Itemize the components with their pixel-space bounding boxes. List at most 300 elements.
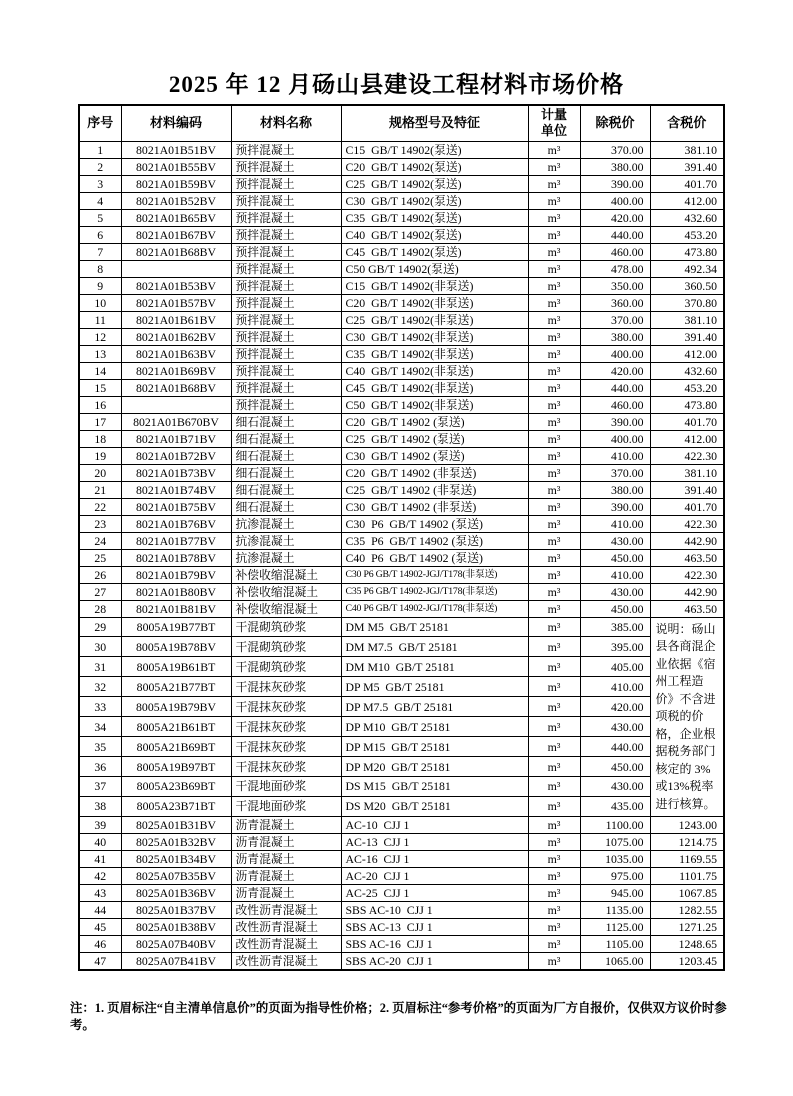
price-table [78, 104, 725, 971]
cell-price-excl-tax: 430.00 [580, 777, 650, 797]
cell-unit: m³ [528, 447, 580, 464]
cell-price-excl-tax: 390.00 [580, 175, 650, 192]
table-row [79, 158, 724, 175]
cell-index: 24 [79, 532, 121, 549]
cell-price-excl-tax: 1075.00 [580, 834, 650, 851]
cell-index: 2 [79, 158, 121, 175]
cell-price-incl-tax: 463.50 [650, 600, 724, 617]
cell-unit: m³ [528, 757, 580, 777]
cell-material-code: 8021A01B80BV [121, 583, 231, 600]
cell-index: 27 [79, 583, 121, 600]
cell-unit: m³ [528, 851, 580, 868]
cell-unit: m³ [528, 277, 580, 294]
cell-price-excl-tax: 1125.00 [580, 919, 650, 936]
cell-material-code: 8025A01B31BV [121, 817, 231, 834]
cell-unit: m³ [528, 796, 580, 816]
cell-index: 9 [79, 277, 121, 294]
table-row [79, 260, 724, 277]
cell-price-incl-tax: 463.50 [650, 549, 724, 566]
cell-material-code: 8021A01B670BV [121, 413, 231, 430]
cell-price-excl-tax: 435.00 [580, 796, 650, 816]
table-row [79, 936, 724, 953]
cell-spec: C30 GB/T 14902 (非泵送) [341, 498, 528, 515]
cell-index: 5 [79, 209, 121, 226]
cell-unit: m³ [528, 464, 580, 481]
cell-price-incl-tax: 1203.45 [650, 953, 724, 971]
cell-price-incl-tax: 412.00 [650, 345, 724, 362]
cell-price-excl-tax: 430.00 [580, 583, 650, 600]
cell-unit: m³ [528, 498, 580, 515]
cell-material-name: 预拌混凝土 [231, 192, 341, 209]
cell-price-excl-tax: 410.00 [580, 677, 650, 697]
cell-price-excl-tax: 460.00 [580, 243, 650, 260]
cell-price-excl-tax: 395.00 [580, 637, 650, 657]
cell-unit: m³ [528, 532, 580, 549]
cell-material-name: 预拌混凝土 [231, 328, 341, 345]
note-cell: 说明：砀山县各商混企业依据《宿州工程造价》不含进项税的价格，企业根据税务部门核定的 3%或13%税率进行核算。 [650, 617, 724, 817]
cell-spec: DP M10 GB/T 25181 [341, 717, 528, 737]
cell-material-name: 预拌混凝土 [231, 243, 341, 260]
cell-material-name: 细石混凝土 [231, 464, 341, 481]
table-row [79, 243, 724, 260]
cell-price-excl-tax: 370.00 [580, 311, 650, 328]
cell-index: 11 [79, 311, 121, 328]
cell-price-incl-tax: 1101.75 [650, 868, 724, 885]
cell-index: 31 [79, 657, 121, 677]
cell-price-incl-tax: 432.60 [650, 362, 724, 379]
cell-price-excl-tax: 450.00 [580, 600, 650, 617]
cell-unit: m³ [528, 885, 580, 902]
cell-material-name: 沥青混凝土 [231, 868, 341, 885]
cell-material-name: 改性沥青混凝土 [231, 936, 341, 953]
cell-price-incl-tax: 1248.65 [650, 936, 724, 953]
cell-material-code: 8025A07B40BV [121, 936, 231, 953]
cell-spec: C15 GB/T 14902(非泵送) [341, 277, 528, 294]
table-row [79, 834, 724, 851]
cell-unit: m³ [528, 549, 580, 566]
cell-spec: DS M15 GB/T 25181 [341, 777, 528, 797]
cell-price-excl-tax: 1135.00 [580, 902, 650, 919]
cell-price-excl-tax: 410.00 [580, 447, 650, 464]
cell-material-code: 8025A01B36BV [121, 885, 231, 902]
cell-index: 25 [79, 549, 121, 566]
cell-material-name: 细石混凝土 [231, 430, 341, 447]
cell-spec: DM M5 GB/T 25181 [341, 617, 528, 637]
cell-material-code: 8021A01B65BV [121, 209, 231, 226]
cell-material-code: 8005A23B69BT [121, 777, 231, 797]
cell-material-name: 干混砌筑砂浆 [231, 637, 341, 657]
cell-material-name: 预拌混凝土 [231, 158, 341, 175]
cell-unit: m³ [528, 379, 580, 396]
table-row [79, 498, 724, 515]
cell-spec: DP M7.5 GB/T 25181 [341, 697, 528, 717]
cell-spec: C35 GB/T 14902(非泵送) [341, 345, 528, 362]
cell-unit: m³ [528, 362, 580, 379]
cell-index: 19 [79, 447, 121, 464]
cell-spec: C30 GB/T 14902(泵送) [341, 192, 528, 209]
cell-price-incl-tax: 391.40 [650, 158, 724, 175]
cell-index: 42 [79, 868, 121, 885]
cell-material-code: 8005A21B77BT [121, 677, 231, 697]
cell-material-name: 细石混凝土 [231, 481, 341, 498]
table-row [79, 717, 724, 737]
cell-material-name: 预拌混凝土 [231, 311, 341, 328]
cell-material-code: 8025A01B37BV [121, 902, 231, 919]
cell-unit: m³ [528, 175, 580, 192]
cell-price-incl-tax: 442.90 [650, 532, 724, 549]
col-price-excl-tax: 除税价 [580, 105, 650, 141]
cell-material-name: 预拌混凝土 [231, 277, 341, 294]
cell-price-excl-tax: 1105.00 [580, 936, 650, 953]
cell-spec: C30 P6 GB/T 14902-JGJ/T178(非泵送) [341, 566, 528, 583]
col-material-name: 材料名称 [231, 105, 341, 141]
table-row [79, 413, 724, 430]
cell-index: 14 [79, 362, 121, 379]
table-row [79, 549, 724, 566]
cell-material-code: 8021A01B67BV [121, 226, 231, 243]
cell-price-incl-tax: 1169.55 [650, 851, 724, 868]
cell-material-code: 8021A01B73BV [121, 464, 231, 481]
table-row [79, 396, 724, 413]
cell-price-incl-tax: 422.30 [650, 566, 724, 583]
cell-spec: C25 GB/T 14902 (泵送) [341, 430, 528, 447]
cell-material-code: 8021A01B76BV [121, 515, 231, 532]
cell-index: 12 [79, 328, 121, 345]
cell-price-incl-tax: 1243.00 [650, 817, 724, 834]
cell-price-excl-tax: 400.00 [580, 192, 650, 209]
cell-price-incl-tax: 401.70 [650, 498, 724, 515]
cell-spec: C30 P6 GB/T 14902 (泵送) [341, 515, 528, 532]
cell-price-excl-tax: 380.00 [580, 328, 650, 345]
cell-spec: SBS AC-13 CJJ 1 [341, 919, 528, 936]
cell-material-name: 预拌混凝土 [231, 226, 341, 243]
cell-spec: C20 GB/T 14902 (非泵送) [341, 464, 528, 481]
table-row [79, 175, 724, 192]
cell-spec: C20 GB/T 14902(非泵送) [341, 294, 528, 311]
cell-spec: DP M5 GB/T 25181 [341, 677, 528, 697]
table-row [79, 566, 724, 583]
cell-material-name: 细石混凝土 [231, 447, 341, 464]
cell-index: 33 [79, 697, 121, 717]
cell-unit: m³ [528, 294, 580, 311]
cell-material-code: 8021A01B62BV [121, 328, 231, 345]
cell-price-excl-tax: 450.00 [580, 757, 650, 777]
cell-material-code: 8005A19B77BT [121, 617, 231, 637]
cell-price-incl-tax: 453.20 [650, 379, 724, 396]
cell-index: 43 [79, 885, 121, 902]
cell-spec: C15 GB/T 14902(泵送) [341, 141, 528, 158]
cell-price-excl-tax: 370.00 [580, 141, 650, 158]
cell-price-excl-tax: 478.00 [580, 260, 650, 277]
cell-material-code: 8021A01B51BV [121, 141, 231, 158]
cell-spec: C45 GB/T 14902(泵送) [341, 243, 528, 260]
cell-material-name: 沥青混凝土 [231, 817, 341, 834]
cell-material-code: 8021A01B59BV [121, 175, 231, 192]
table-row [79, 885, 724, 902]
cell-index: 7 [79, 243, 121, 260]
cell-spec: C30 GB/T 14902 (泵送) [341, 447, 528, 464]
cell-price-excl-tax: 450.00 [580, 549, 650, 566]
cell-spec: C35 P6 GB/T 14902 (泵送) [341, 532, 528, 549]
cell-index: 40 [79, 834, 121, 851]
table-row [79, 532, 724, 549]
cell-material-name: 抗渗混凝土 [231, 532, 341, 549]
cell-material-code: 8021A01B69BV [121, 362, 231, 379]
cell-material-name: 干混抹灰砂浆 [231, 677, 341, 697]
cell-spec: AC-10 CJJ 1 [341, 817, 528, 834]
cell-unit: m³ [528, 936, 580, 953]
cell-price-excl-tax: 1100.00 [580, 817, 650, 834]
table-row [79, 757, 724, 777]
table-row [79, 657, 724, 677]
cell-material-code: 8021A01B79BV [121, 566, 231, 583]
cell-unit: m³ [528, 345, 580, 362]
cell-material-name: 沥青混凝土 [231, 851, 341, 868]
cell-material-name: 预拌混凝土 [231, 209, 341, 226]
cell-unit: m³ [528, 158, 580, 175]
cell-price-excl-tax: 440.00 [580, 379, 650, 396]
cell-price-excl-tax: 440.00 [580, 737, 650, 757]
cell-unit: m³ [528, 141, 580, 158]
cell-price-excl-tax: 1065.00 [580, 953, 650, 971]
cell-index: 35 [79, 737, 121, 757]
cell-index: 41 [79, 851, 121, 868]
cell-spec: DM M7.5 GB/T 25181 [341, 637, 528, 657]
cell-spec: DP M20 GB/T 25181 [341, 757, 528, 777]
cell-index: 39 [79, 817, 121, 834]
table-row [79, 600, 724, 617]
cell-price-excl-tax: 370.00 [580, 464, 650, 481]
table-row [79, 953, 724, 971]
col-unit: 计量 单位 [528, 105, 580, 141]
cell-price-excl-tax: 975.00 [580, 868, 650, 885]
table-row [79, 697, 724, 717]
cell-material-code: 8021A01B81BV [121, 600, 231, 617]
cell-price-incl-tax: 381.10 [650, 464, 724, 481]
table-row [79, 617, 724, 637]
table-row [79, 362, 724, 379]
cell-unit: m³ [528, 413, 580, 430]
cell-price-excl-tax: 390.00 [580, 498, 650, 515]
cell-unit: m³ [528, 328, 580, 345]
cell-price-incl-tax: 492.34 [650, 260, 724, 277]
cell-index: 23 [79, 515, 121, 532]
cell-material-code: 8005A19B61BT [121, 657, 231, 677]
table-row [79, 817, 724, 834]
cell-spec: DM M10 GB/T 25181 [341, 657, 528, 677]
table-row [79, 677, 724, 697]
table-row [79, 796, 724, 816]
table-row [79, 379, 724, 396]
cell-material-name: 预拌混凝土 [231, 362, 341, 379]
cell-unit: m³ [528, 226, 580, 243]
cell-unit: m³ [528, 834, 580, 851]
cell-price-excl-tax: 410.00 [580, 566, 650, 583]
cell-spec: C20 GB/T 14902(泵送) [341, 158, 528, 175]
cell-material-code: 8021A01B77BV [121, 532, 231, 549]
cell-material-name: 补偿收缩混凝土 [231, 566, 341, 583]
cell-index: 3 [79, 175, 121, 192]
cell-material-code: 8005A21B61BT [121, 717, 231, 737]
cell-price-excl-tax: 1035.00 [580, 851, 650, 868]
cell-material-code: 8021A01B55BV [121, 158, 231, 175]
cell-unit: m³ [528, 637, 580, 657]
cell-price-incl-tax: 422.30 [650, 447, 724, 464]
col-material-code: 材料编码 [121, 105, 231, 141]
cell-material-name: 干混砌筑砂浆 [231, 657, 341, 677]
table-row [79, 277, 724, 294]
cell-material-name: 改性沥青混凝土 [231, 902, 341, 919]
table-row [79, 328, 724, 345]
table-row [79, 851, 724, 868]
cell-index: 30 [79, 637, 121, 657]
cell-material-name: 沥青混凝土 [231, 885, 341, 902]
cell-material-name: 干混地面砂浆 [231, 777, 341, 797]
table-row [79, 902, 724, 919]
cell-unit: m³ [528, 777, 580, 797]
cell-material-name: 干混抹灰砂浆 [231, 697, 341, 717]
cell-index: 15 [79, 379, 121, 396]
cell-price-incl-tax: 381.10 [650, 141, 724, 158]
cell-index: 45 [79, 919, 121, 936]
cell-material-name: 预拌混凝土 [231, 294, 341, 311]
cell-index: 32 [79, 677, 121, 697]
cell-spec: C25 GB/T 14902(非泵送) [341, 311, 528, 328]
cell-spec: AC-16 CJJ 1 [341, 851, 528, 868]
cell-unit: m³ [528, 260, 580, 277]
cell-index: 8 [79, 260, 121, 277]
cell-price-incl-tax: 412.00 [650, 430, 724, 447]
cell-spec: AC-20 CJJ 1 [341, 868, 528, 885]
cell-price-incl-tax: 412.00 [650, 192, 724, 209]
cell-spec: AC-25 CJJ 1 [341, 885, 528, 902]
cell-index: 26 [79, 566, 121, 583]
table-row [79, 226, 724, 243]
cell-material-name: 预拌混凝土 [231, 379, 341, 396]
cell-unit: m³ [528, 243, 580, 260]
cell-material-code: 8021A01B68BV [121, 379, 231, 396]
cell-price-incl-tax: 381.10 [650, 311, 724, 328]
cell-spec: DP M15 GB/T 25181 [341, 737, 528, 757]
cell-unit: m³ [528, 481, 580, 498]
cell-index: 34 [79, 717, 121, 737]
cell-material-name: 干混地面砂浆 [231, 796, 341, 816]
cell-material-code: 8021A01B52BV [121, 192, 231, 209]
table-row [79, 515, 724, 532]
cell-price-excl-tax: 350.00 [580, 277, 650, 294]
cell-material-code: 8021A01B78BV [121, 549, 231, 566]
cell-material-code: 8021A01B57BV [121, 294, 231, 311]
cell-spec: C35 P6 GB/T 14902-JGJ/T178(非泵送) [341, 583, 528, 600]
table-row [79, 209, 724, 226]
cell-price-excl-tax: 390.00 [580, 413, 650, 430]
cell-spec: C40 P6 GB/T 14902-JGJ/T178(非泵送) [341, 600, 528, 617]
cell-spec: C40 GB/T 14902(非泵送) [341, 362, 528, 379]
cell-spec: SBS AC-16 CJJ 1 [341, 936, 528, 953]
table-row [79, 481, 724, 498]
table-row [79, 637, 724, 657]
cell-index: 18 [79, 430, 121, 447]
cell-material-code: 8005A23B71BT [121, 796, 231, 816]
cell-material-name: 补偿收缩混凝土 [231, 600, 341, 617]
table-row [79, 294, 724, 311]
cell-price-incl-tax: 1214.75 [650, 834, 724, 851]
cell-spec: C20 GB/T 14902 (泵送) [341, 413, 528, 430]
cell-material-name: 预拌混凝土 [231, 345, 341, 362]
cell-spec: C35 GB/T 14902(泵送) [341, 209, 528, 226]
cell-price-incl-tax: 360.50 [650, 277, 724, 294]
cell-price-incl-tax: 391.40 [650, 481, 724, 498]
cell-index: 28 [79, 600, 121, 617]
cell-spec: C25 GB/T 14902(泵送) [341, 175, 528, 192]
cell-spec: SBS AC-10 CJJ 1 [341, 902, 528, 919]
cell-price-excl-tax: 430.00 [580, 717, 650, 737]
cell-material-name: 干混砌筑砂浆 [231, 617, 341, 637]
cell-unit: m³ [528, 396, 580, 413]
cell-unit: m³ [528, 192, 580, 209]
cell-price-excl-tax: 420.00 [580, 209, 650, 226]
cell-index: 29 [79, 617, 121, 637]
cell-material-name: 预拌混凝土 [231, 260, 341, 277]
cell-price-excl-tax: 430.00 [580, 532, 650, 549]
cell-spec: C40 P6 GB/T 14902 (泵送) [341, 549, 528, 566]
cell-index: 6 [79, 226, 121, 243]
cell-material-code: 8025A07B41BV [121, 953, 231, 971]
table-row [79, 345, 724, 362]
table-row [79, 430, 724, 447]
cell-index: 44 [79, 902, 121, 919]
cell-unit: m³ [528, 817, 580, 834]
cell-material-code: 8025A07B35BV [121, 868, 231, 885]
cell-material-name: 抗渗混凝土 [231, 515, 341, 532]
table-row [79, 919, 724, 936]
cell-unit: m³ [528, 600, 580, 617]
cell-spec: AC-13 CJJ 1 [341, 834, 528, 851]
cell-material-code: 8021A01B63BV [121, 345, 231, 362]
cell-index: 46 [79, 936, 121, 953]
cell-index: 47 [79, 953, 121, 971]
cell-material-name: 干混抹灰砂浆 [231, 757, 341, 777]
cell-index: 16 [79, 396, 121, 413]
cell-unit: m³ [528, 566, 580, 583]
cell-index: 10 [79, 294, 121, 311]
cell-unit: m³ [528, 737, 580, 757]
cell-price-incl-tax: 442.90 [650, 583, 724, 600]
table-row [79, 311, 724, 328]
cell-material-code: 8005A19B78BV [121, 637, 231, 657]
cell-spec: SBS AC-20 CJJ 1 [341, 953, 528, 971]
cell-material-name: 干混抹灰砂浆 [231, 717, 341, 737]
cell-unit: m³ [528, 902, 580, 919]
cell-material-code: 8005A21B69BT [121, 737, 231, 757]
cell-material-code: 8025A01B32BV [121, 834, 231, 851]
page-title: 2025 年 12 月砀山县建设工程材料市场价格 [168, 72, 625, 97]
cell-material-name: 预拌混凝土 [231, 175, 341, 192]
cell-material-code [121, 396, 231, 413]
cell-material-code: 8021A01B72BV [121, 447, 231, 464]
cell-price-incl-tax: 1271.25 [650, 919, 724, 936]
cell-price-excl-tax: 440.00 [580, 226, 650, 243]
cell-spec: DS M20 GB/T 25181 [341, 796, 528, 816]
cell-material-name: 干混抹灰砂浆 [231, 737, 341, 757]
cell-index: 20 [79, 464, 121, 481]
cell-price-incl-tax: 391.40 [650, 328, 724, 345]
cell-index: 37 [79, 777, 121, 797]
cell-unit: m³ [528, 677, 580, 697]
col-index: 序号 [79, 105, 121, 141]
cell-material-name: 抗渗混凝土 [231, 549, 341, 566]
cell-price-incl-tax: 1282.55 [650, 902, 724, 919]
